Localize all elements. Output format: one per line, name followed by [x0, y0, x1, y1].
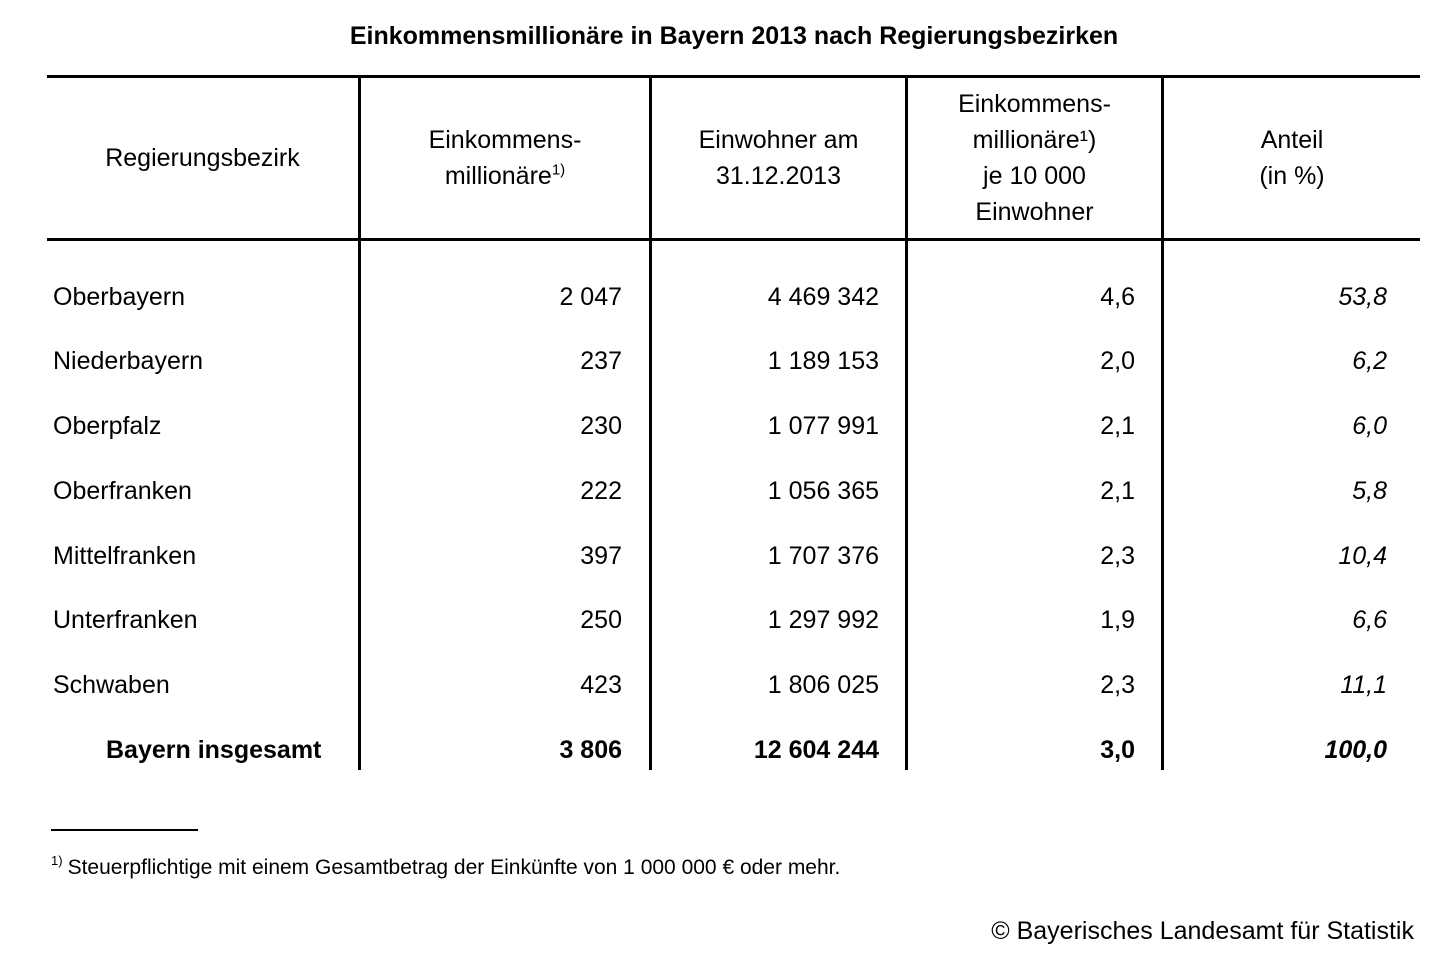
- cell-einwohner: 1 297 992: [767, 606, 879, 634]
- table-row: [0, 406, 1449, 446]
- footnote-marker: 1): [51, 853, 63, 868]
- cell-anteil: 6,0: [1352, 412, 1387, 440]
- cell-bezirk: Oberpfalz: [53, 412, 162, 440]
- cell-je-10000: 2,3: [1100, 671, 1135, 699]
- table-total-row: [0, 730, 1449, 770]
- header-einwohner: [652, 78, 905, 238]
- cell-anteil: 6,2: [1352, 347, 1387, 375]
- cell-je-10000: 2,1: [1100, 412, 1135, 440]
- cell-einwohner: 1 077 991: [767, 412, 879, 440]
- footnote-ref: 1): [551, 161, 566, 179]
- cell-einwohner: 1 806 025: [767, 671, 879, 699]
- header-millionaere-line1: Einkommens-: [428, 126, 582, 154]
- cell-anteil: 6,6: [1352, 606, 1387, 634]
- footnote-divider: [51, 829, 198, 831]
- cell-anteil: 10,4: [1338, 542, 1387, 570]
- cell-einwohner: 1 056 365: [767, 477, 879, 505]
- page-title: Einkommensmillionäre in Bayern 2013 nach Regierungsbezirken: [349, 22, 1119, 50]
- header-je-10000: [908, 78, 1161, 238]
- cell-millionaere: 230: [580, 412, 622, 440]
- cell-anteil: 100,0: [1324, 736, 1387, 764]
- footnote: [51, 853, 840, 880]
- header-anteil-line2: (in %): [1259, 162, 1325, 190]
- table-row: [0, 600, 1449, 640]
- header-je-line2: millionäre¹): [972, 126, 1097, 154]
- cell-anteil: 5,8: [1352, 477, 1387, 505]
- cell-millionaere: 250: [580, 606, 622, 634]
- header-einwohner-line2: 31.12.2013: [715, 162, 842, 190]
- cell-je-10000: 1,9: [1100, 606, 1135, 634]
- cell-bezirk: Mittelfranken: [53, 542, 197, 570]
- cell-bezirk: Unterfranken: [53, 606, 198, 634]
- header-anteil: [1164, 78, 1420, 238]
- table-header-rule: [47, 238, 1420, 241]
- header-anteil-line1: Anteil: [1260, 126, 1324, 154]
- table-row: [0, 536, 1449, 576]
- cell-je-10000: 2,1: [1100, 477, 1135, 505]
- cell-einwohner: 4 469 342: [767, 283, 879, 311]
- table-row: [0, 471, 1449, 511]
- cell-je-10000: 2,0: [1100, 347, 1135, 375]
- source-credit: © Bayerisches Landesamt für Statistik: [991, 917, 1414, 945]
- cell-bezirk: Schwaben: [53, 671, 170, 699]
- cell-einwohner: 12 604 244: [753, 736, 879, 764]
- header-je-line3: je 10 000: [983, 162, 1086, 190]
- table-row: [0, 277, 1449, 317]
- cell-einwohner: 1 707 376: [767, 542, 879, 570]
- cell-bezirk: Oberbayern: [53, 283, 186, 311]
- header-einwohner-line1: Einwohner am: [698, 126, 859, 154]
- header-millionaere-line2: millionäre: [444, 162, 552, 190]
- footnote-text: Steuerpflichtige mit einem Gesamtbetrag der Einkünfte von 1 000 000 € oder mehr.: [67, 856, 841, 879]
- table-row: [0, 665, 1449, 705]
- header-bezirk: [47, 78, 358, 238]
- cell-bezirk: Oberfranken: [53, 477, 192, 505]
- cell-millionaere: 237: [580, 347, 622, 375]
- cell-millionaere: 3 806: [559, 736, 622, 764]
- cell-je-10000: 2,3: [1100, 542, 1135, 570]
- table-row: [0, 341, 1449, 381]
- cell-millionaere: 423: [580, 671, 622, 699]
- header-je-line4: Einwohner: [975, 198, 1094, 226]
- header-millionaere: [361, 78, 649, 238]
- cell-einwohner: 1 189 153: [767, 347, 879, 375]
- cell-anteil: 53,8: [1338, 283, 1387, 311]
- cell-millionaere: 222: [580, 477, 622, 505]
- header-je-line1: Einkommens-: [958, 90, 1111, 118]
- cell-millionaere: 397: [580, 542, 622, 570]
- cell-je-10000: 4,6: [1100, 283, 1135, 311]
- cell-bezirk: Bayern insgesamt: [106, 736, 322, 764]
- cell-je-10000: 3,0: [1100, 736, 1135, 764]
- cell-bezirk: Niederbayern: [53, 347, 204, 375]
- cell-millionaere: 2 047: [559, 283, 622, 311]
- header-bezirk-label: Regierungsbezirk: [105, 144, 300, 172]
- cell-anteil: 11,1: [1340, 671, 1387, 699]
